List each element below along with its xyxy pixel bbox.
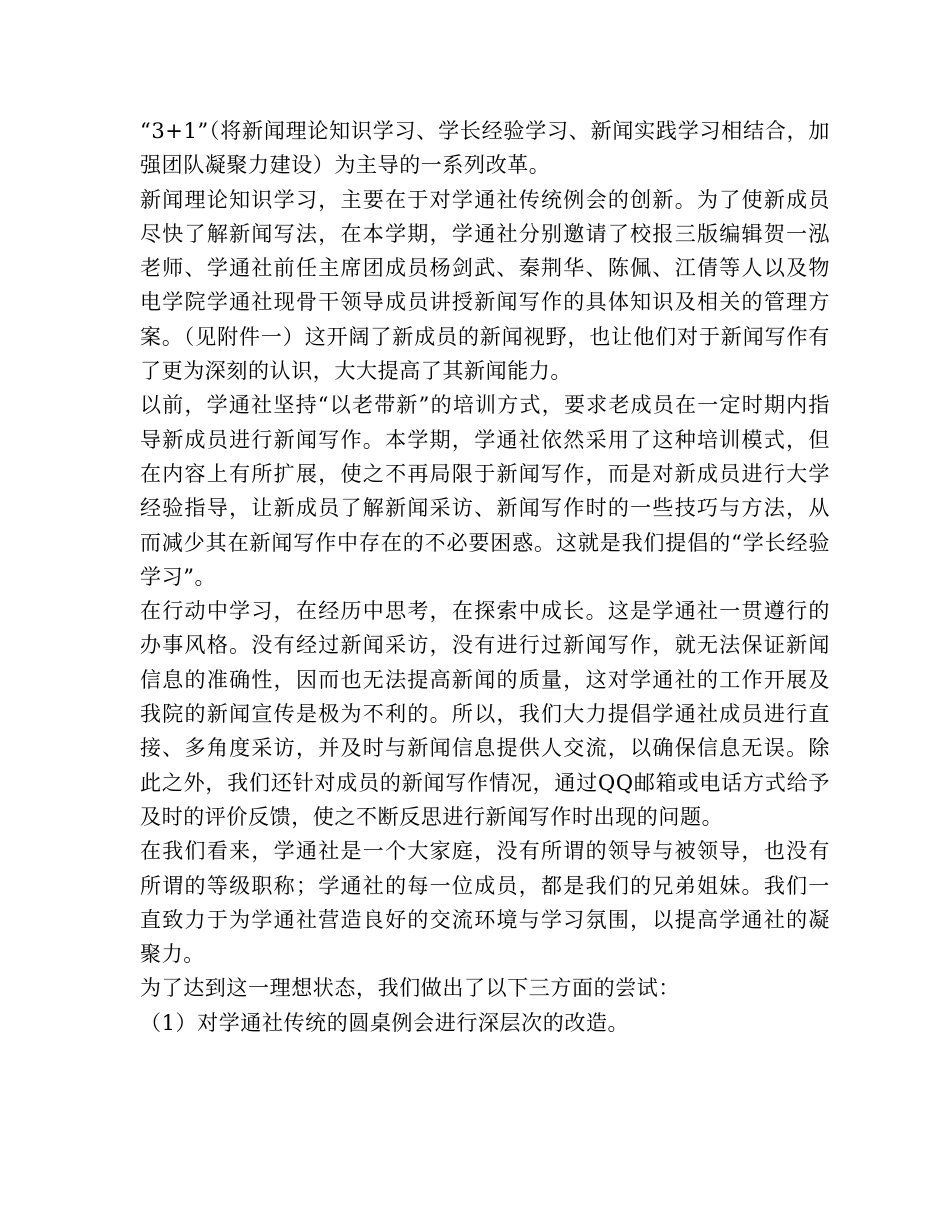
paragraph-team-cohesion: 在我们看来，学通社是一个大家庭，没有所谓的领导与被领导，也没有所谓的等级职称；学通社的每一位成员，都是我们的兄弟姐妹。我们一直致力于为学通社营造良好的交流环境与学习氛围，以提高学通社的凝聚力。: [140, 839, 830, 967]
paragraph-three-attempts: 为了达到这一理想状态，我们做出了以下三方面的尝试：: [140, 976, 680, 1001]
paragraph-senior-experience-learning: 以前，学通社坚持“以老带新”的培训方式，要求老成员在一定时期内指导新成员进行新闻写作。本学期，学通社依然采用了这种培训模式，但在内容上有所扩展，使之不再局限于新闻写作，而是对新成员进行大学经验指导，让新成员了解新闻采访、新闻写作时的一些技巧与方法，从而减少其在新闻写作中存在的不必要困惑。这就是我们提倡的“学长经验学习”。: [140, 393, 830, 589]
list-item-roundtable-reform: （1）对学通社传统的圆桌例会进行深层次的改造。: [140, 1010, 630, 1035]
paragraph-news-practice-learning: 在行动中学习，在经历中思考，在探索中成长。这是学通社一贯遵行的办事风格。没有经过新闻采访，没有进行过新闻写作，就无法保证新闻信息的准确性，因而也无法提高新闻的质量，这对学通社的工作开展及我院的新闻宣传是极为不利的。所以，我们大力提倡学通社成员进行直接、多角度采访，并及时与新闻信息提供人交流，以确保信息无误。除此之外，我们还针对成员的新闻写作情况，通过QQ邮箱或电话方式给予及时的评价反馈，使之不断反思进行新闻写作时出现的问题。: [140, 599, 830, 829]
document-page: [140, 114, 830, 1040]
paragraph-reform-intro: “3+1”（将新闻理论知识学习、学长经验学习、新闻实践学习相结合，加强团队凝聚力建设）为主导的一系列改革。: [140, 119, 830, 178]
paragraph-news-theory-learning: 新闻理论知识学习，主要在于对学通社传统例会的创新。为了使新成员尽快了解新闻写法，在本学期，学通社分别邀请了校报三版编辑贺一泓老师、学通社前任主席团成员杨剑武、秦荆华、陈佩、江倩等人以及物电学院学通社现骨干领导成员讲授新闻写作的具体知识及相关的管理方案。（见附件一）这开阔了新成员的新闻视野，也让他们对于新闻写作有了更为深刻的认识，大大提高了其新闻能力。: [140, 187, 830, 384]
